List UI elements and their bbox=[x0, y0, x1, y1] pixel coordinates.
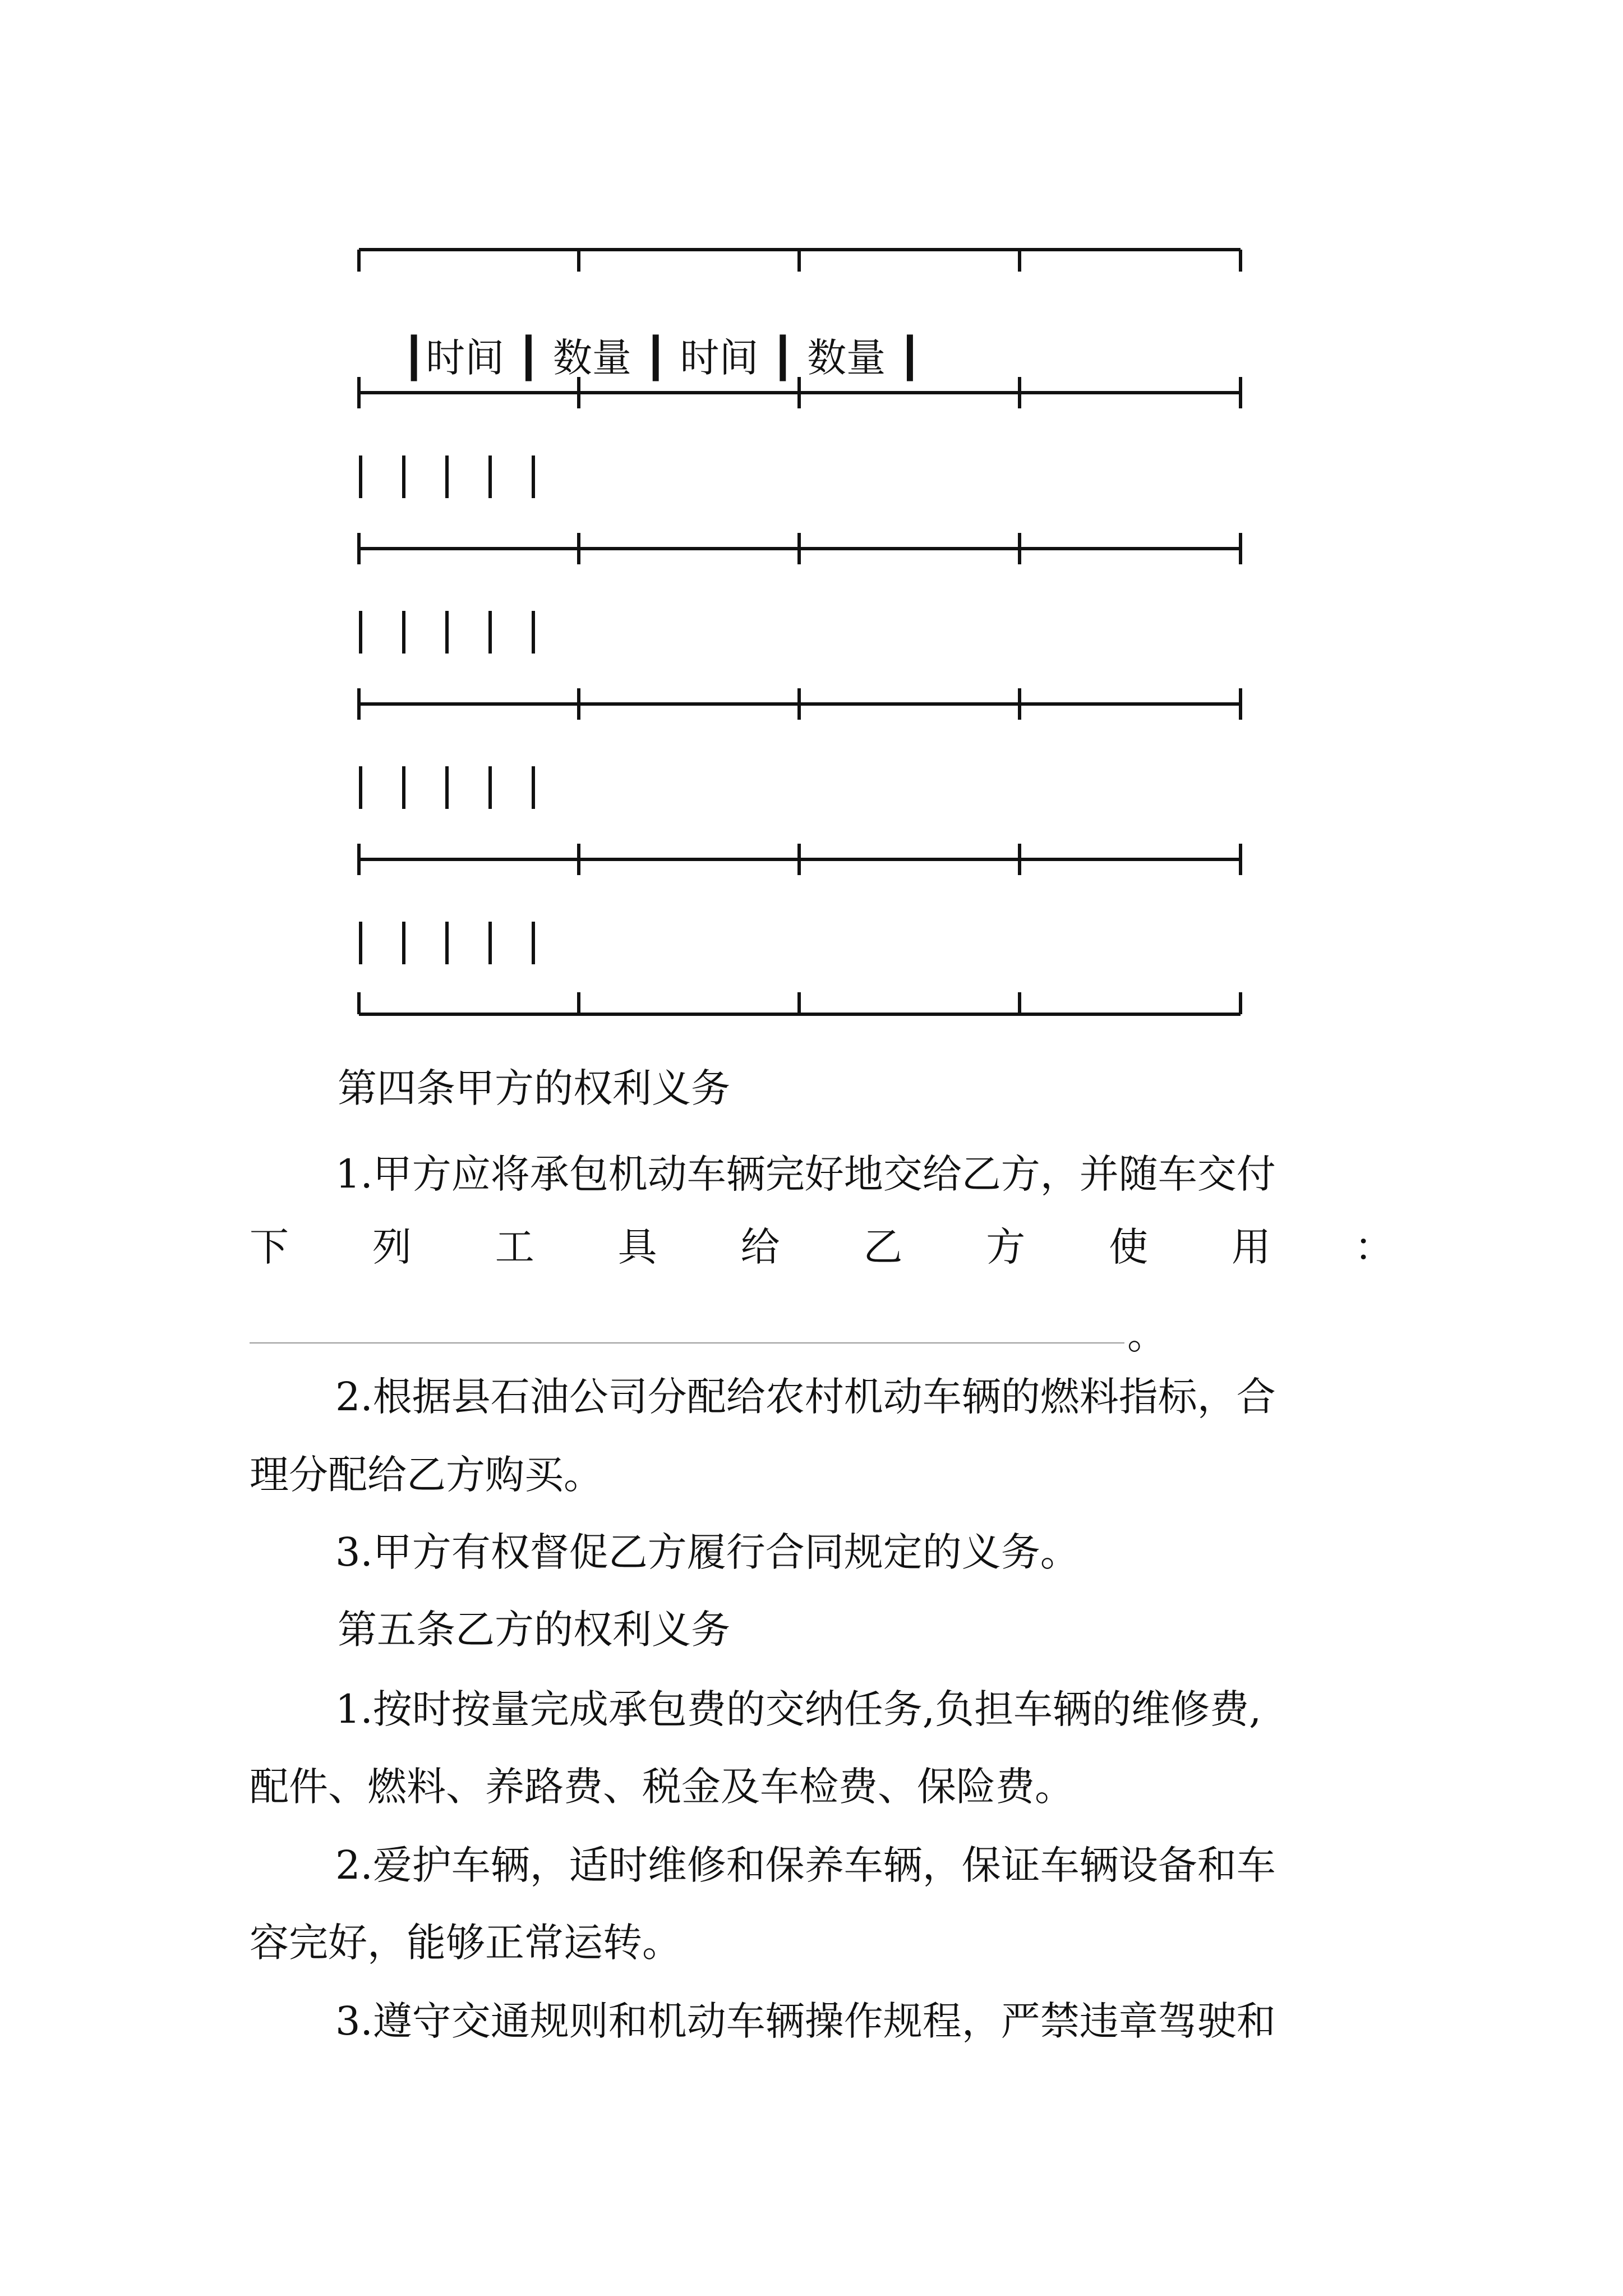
article5-p3-line1: 3.遵守交通规则和机动车辆操作规程，严禁违章驾驶和 bbox=[335, 1998, 1276, 2044]
justified-char: 方 bbox=[986, 1224, 1026, 1270]
justified-char: 乙 bbox=[863, 1224, 903, 1270]
article4-p3-line1: 3.甲方有权督促乙方履行合同规定的义务。 bbox=[335, 1529, 1080, 1575]
table-header-cell-quantity-1: 数量 bbox=[552, 335, 631, 381]
justified-char: 工 bbox=[495, 1224, 534, 1270]
ascii-table-grid bbox=[0, 0, 1623, 1032]
table-header-cell-time-2: 时间 bbox=[680, 335, 759, 381]
article5-title: 第五条乙方的权利义务 bbox=[338, 1607, 730, 1653]
article4-title: 第四条甲方的权利义务 bbox=[338, 1065, 730, 1111]
justified-char: ： bbox=[1354, 1224, 1394, 1270]
table-separator: ┃ bbox=[758, 335, 808, 381]
article4-p2-line2: 理分配给乙方购买。 bbox=[250, 1452, 603, 1498]
article5-p1-line1: 1.按时按量完成承包费的交纳任务,负担车辆的维修费, bbox=[335, 1686, 1262, 1732]
table-separator: ┃ bbox=[402, 335, 426, 381]
article5-p2-line1: 2.爱护车辆，适时维修和保养车辆，保证车辆设备和车 bbox=[335, 1842, 1276, 1888]
justified-char: 用 bbox=[1232, 1224, 1271, 1270]
table-separator: ┃ bbox=[504, 335, 553, 381]
article4-p1-line1: 1.甲方应将承包机动车辆完好地交给乙方，并随车交付 bbox=[335, 1151, 1276, 1197]
table-separator: ┃ bbox=[886, 335, 922, 381]
article5-p1-line2: 配件、燃料、养路费、税金及车检费、保险费。 bbox=[250, 1764, 1074, 1810]
justified-char: 下 bbox=[250, 1224, 289, 1270]
justified-char: 具 bbox=[617, 1224, 657, 1270]
table-header-cell-time-1: 时间 bbox=[426, 335, 505, 381]
justified-char: 给 bbox=[740, 1224, 780, 1270]
article4-p1-line3-end: 。 bbox=[1127, 1312, 1166, 1358]
article4-p1-line2 bbox=[250, 1224, 1394, 1270]
article5-p2-line2: 容完好，能够正常运转。 bbox=[250, 1920, 681, 1966]
justified-char: 列 bbox=[372, 1224, 412, 1270]
justified-char: 使 bbox=[1109, 1224, 1149, 1270]
table-header-row bbox=[352, 299, 922, 417]
fill-in-blank-line bbox=[250, 1342, 1124, 1343]
table-header-cell-quantity-2: 数量 bbox=[807, 335, 886, 381]
article4-p2-line1: 2.根据县石油公司分配给农村机动车辆的燃料指标，合 bbox=[335, 1374, 1276, 1420]
table-separator: ┃ bbox=[631, 335, 680, 381]
